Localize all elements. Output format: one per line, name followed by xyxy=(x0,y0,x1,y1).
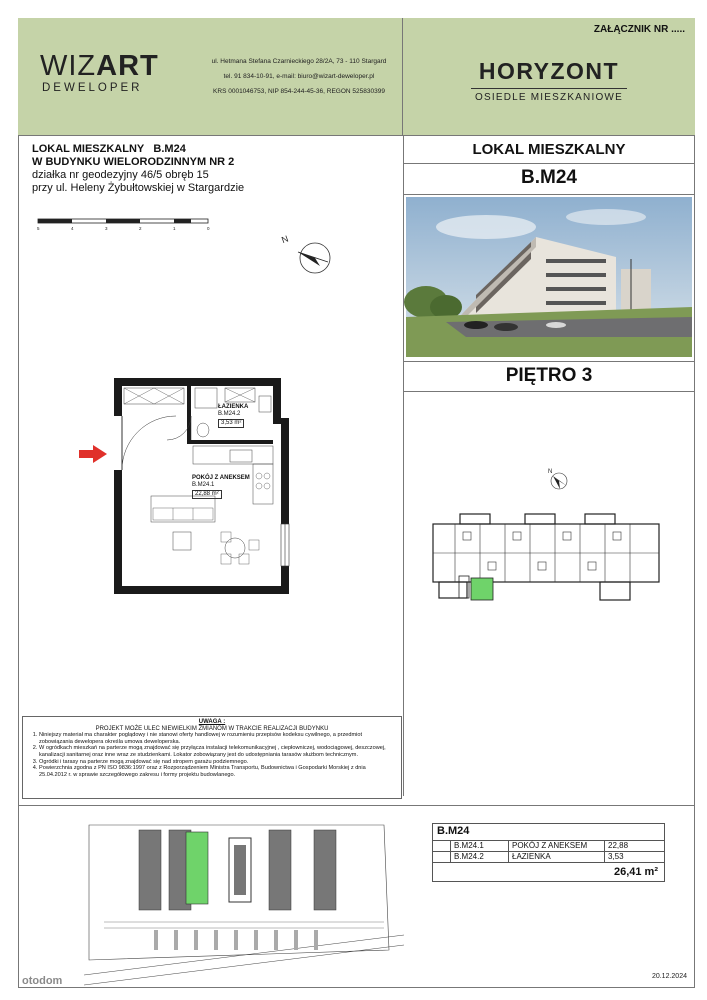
notice-subtitle: PROJEKT MOŻE ULEC NIEWIELKIM ZMIANOM W TRAKCIE REALIZACJI BUDYNKU xyxy=(95,725,329,732)
floor-key-plan xyxy=(425,510,665,610)
site-highlight xyxy=(186,832,208,904)
project-brand: HORYZONT xyxy=(478,58,620,84)
unit-floor-plan xyxy=(75,370,295,610)
scale-tick-label: 3 xyxy=(105,226,108,231)
building-render-image xyxy=(406,197,692,357)
scale-tick-label: 0 xyxy=(207,226,210,231)
entrance-arrow-icon xyxy=(79,445,107,463)
north-arrow-small-icon xyxy=(542,464,572,494)
svg-text:N: N xyxy=(280,233,290,246)
developer-contact: tel. 91 834-10-91, e-mail: biuro@wizart-deweloper.pl xyxy=(223,73,375,80)
notice-box xyxy=(22,716,402,799)
notice-item: 1. Niniejszy materiał ma charakter poglądowy i nie stanowi oferty handlowej w rozumieniu przepisów kodeksu cywilnego, a przedmiot zobowiązania dewelopera określa umowa deweloperska. xyxy=(39,732,395,745)
divider xyxy=(18,805,695,806)
north-arrow-icon xyxy=(282,232,328,278)
developer-logo: WIZART xyxy=(40,50,159,82)
scale-tick-label: 5 xyxy=(37,226,40,231)
summary-title: B.M24 xyxy=(433,824,664,841)
project-brand-sub: OSIEDLE MIESZKANIOWE xyxy=(475,92,623,103)
developer-address: ul. Hetmana Stefana Czarnieckiego 28/2A, 73 - 110 Stargard xyxy=(211,58,387,65)
header-project xyxy=(403,18,695,136)
annex-label: ZAŁĄCZNIK NR ..... xyxy=(593,24,685,35)
unit-info-line1: LOKAL MIESZKALNY B.M24 xyxy=(32,143,186,155)
scale-bar xyxy=(37,218,209,231)
unit-info-line2: W BUDYNKU WIELORODZINNYM NR 2 xyxy=(32,156,235,168)
table-row: B.M24.2 ŁAZIENKA 3,53 xyxy=(433,852,664,863)
brand-divider xyxy=(471,88,627,89)
unit-info-line4: przy ul. Heleny Żybułtowskiej w Stargardzie xyxy=(32,182,245,194)
header-developer xyxy=(18,18,403,136)
document-date: 20.12.2024 xyxy=(651,973,687,980)
right-panel-unit: B.M24 xyxy=(521,167,577,188)
notice-title: UWAGA : xyxy=(198,719,226,725)
divider xyxy=(403,163,695,164)
unit-info-line3: działka nr geodezyjny 46/5 obręb 15 xyxy=(32,169,209,181)
table-row: B.M24.1 POKÓJ Z ANEKSEM 22,88 xyxy=(433,841,664,852)
notice-item: 2. W ogródkach mieszkań na parterze mogą znajdować się przyłącza instalacji telekomunikacyjnej , ciepłowniczej, wodociągowej, deszczowej, kanalizacji sanitarnej oraz inne wraz ze studzienkami. Lokator zobowiązany jest do udostępniania tarasów służbom technicznym. xyxy=(39,745,395,758)
divider xyxy=(403,391,695,392)
divider xyxy=(403,194,695,195)
watermark: otodom xyxy=(22,975,63,987)
highlighted-unit xyxy=(471,578,493,600)
divider xyxy=(403,361,695,362)
svg-text:N: N xyxy=(548,469,553,475)
right-panel-title: LOKAL MIESZKALNY xyxy=(472,141,626,158)
developer-registry: KRS 0001046753, NIP 854-244-45-36, REGON 525830399 xyxy=(213,88,385,95)
summary-total: 26,41 m² xyxy=(613,866,658,878)
column-divider xyxy=(403,136,404,796)
notice-item: 4. Powierzchnia zgodna z PN ISO 9836:1997 oraz z Rozporządzeniem Ministra Transportu, Budownictwa i Gospodarki Morskiej z dnia 25.04.2012 r. w sprawie szczegółowego zakresu i formy projektu budowlanego. xyxy=(39,765,395,778)
scale-tick-label: 2 xyxy=(139,226,142,231)
unit-info xyxy=(32,143,392,195)
room-tag-living: POKÓJ Z ANEKSEM B.M24.1 22,88 m² xyxy=(192,475,250,497)
site-plan xyxy=(84,810,404,990)
notice-item: 3. Ogródki i tarasy na parterze mogą znajdować się nad stropem garażu podziemnego. xyxy=(39,759,395,766)
scale-tick-label: 4 xyxy=(71,226,74,231)
developer-logo-sub: DEWELOPER xyxy=(42,82,143,94)
floor-label: PIĘTRO 3 xyxy=(505,365,593,386)
scale-tick-label: 1 xyxy=(173,226,176,231)
area-summary-table xyxy=(432,823,665,882)
room-tag-bathroom: ŁAZIENKA B.M24.2 3,53 m² xyxy=(218,404,249,426)
